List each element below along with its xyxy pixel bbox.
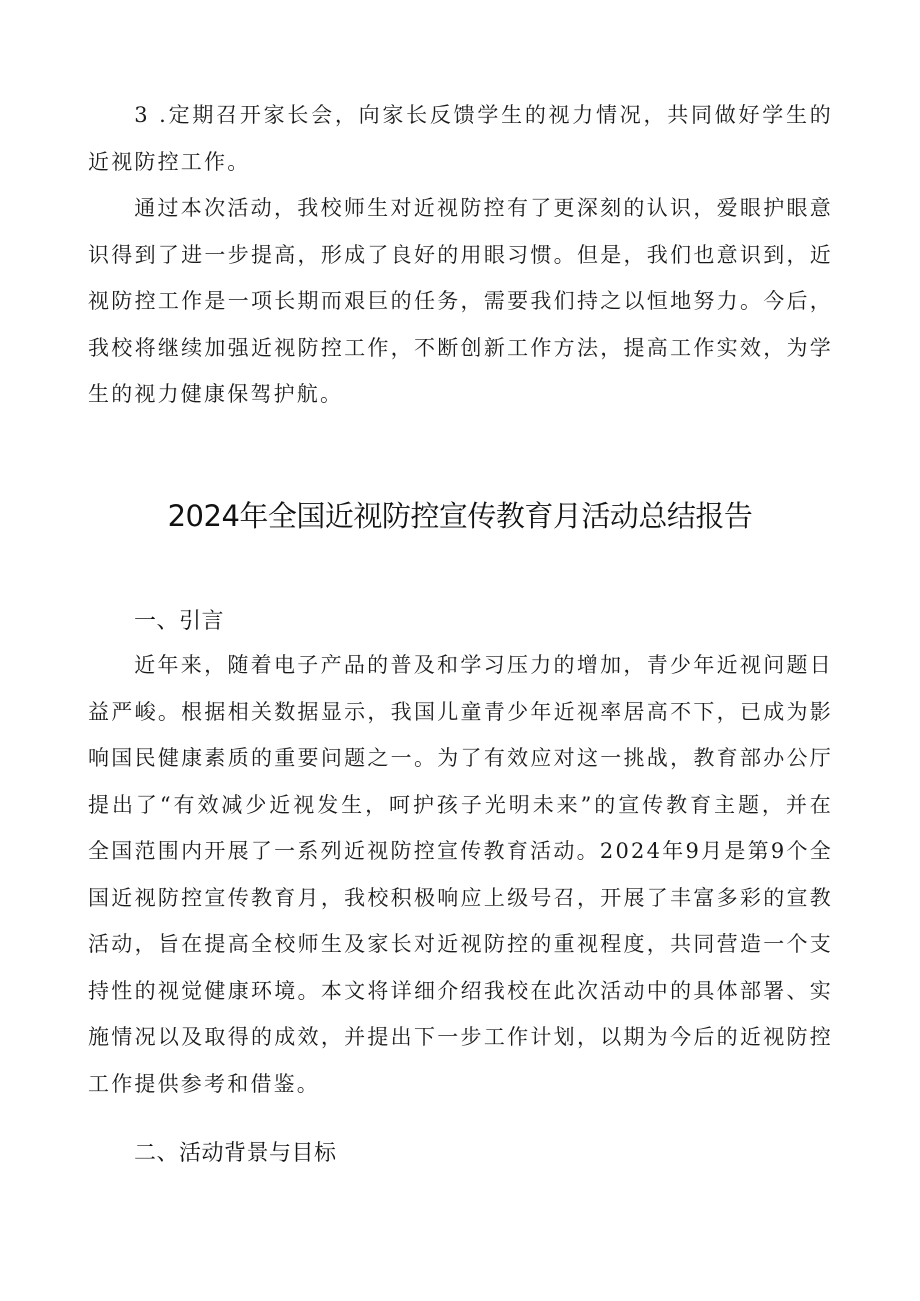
paragraph-introduction: 近年来，随着电子产品的普及和学习压力的增加，青少年近视问题日益严峻。根据相关数据显示，我国儿童青少年近视率居高不下，已成为影响国民健康素质的重要问题之一。为了有效应对这一挑战，教育部办公厅提出了“有效减少近视发生，呵护孩子光明未来”的宣传教育主题，并在全国范围内开展了一系列近视防控宣传教育活动。2024年9月是第9个全国近视防控宣传教育月，我校积极响应上级号召，开展了丰富多彩的宣教活动，旨在提高全校师生及家长对近视防控的重视程度，共同营造一个支持性的视觉健康环境。本文将详细介绍我校在此次活动中的具体部署、实施情况以及取得的成效，并提出下一步工作计划，以期为今后的近视防控工作提供参考和借鉴。 [88, 653, 833, 1096]
paragraph-parent-meeting: 3 .定期召开家长会，向家长反馈学生的视力情况，共同做好学生的近视防控工作。 [88, 103, 833, 174]
section-heading-background-goals: 二、活动背景与目标 [134, 1141, 337, 1166]
section-heading-introduction: 一、引言 [134, 609, 225, 634]
paragraph-activity-conclusion: 通过本次活动，我校师生对近视防控有了更深刻的认识，爱眼护眼意识得到了进一步提高，形成了良好的用眼习惯。但是，我们也意识到，近视防控工作是一项长期而艰巨的任务，需要我们持之以恒地努力。今后，我校将继续加强近视防控工作，不断创新工作方法，提高工作实效，为学生的视力健康保驾护航。 [88, 196, 833, 406]
page-title: 2024年全国近视防控宣传教育月活动总结报告 [167, 499, 753, 533]
